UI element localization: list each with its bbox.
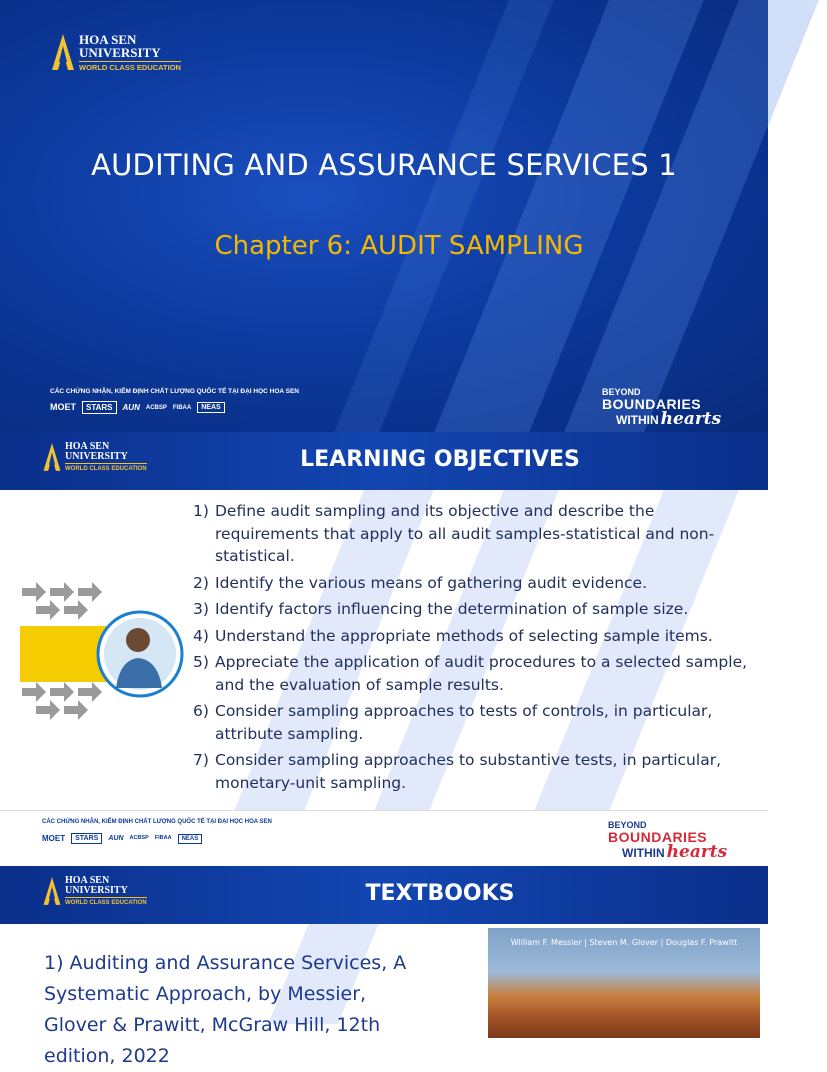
objectives-list (193, 500, 758, 798)
textbooks-slide (0, 866, 768, 1067)
item-number: 6) (193, 702, 209, 720)
moet-logo: MOET (50, 402, 76, 412)
item-text: Identify factors influencing the determination of sample size. (215, 600, 689, 618)
logo-name: HOA SEN (65, 441, 110, 452)
list-item (193, 700, 758, 745)
acbsp-logo: ACBSP (129, 834, 149, 841)
beyond-boundaries-logo (608, 821, 727, 861)
neas-logo: NEAS (178, 834, 203, 844)
moet-logo: MOET (42, 833, 66, 843)
item-text: Define audit sampling and its objective and describe the requirements that apply to all audit samples-statistical and non-statistical. (215, 502, 715, 565)
item-number: 7) (193, 751, 209, 769)
item-text: Consider sampling approaches to tests of controls, in particular, attribute sampling. (215, 702, 713, 743)
acbsp-logo: ACBSP (145, 404, 167, 411)
item-text: Consider sampling approaches to substantive tests, in particular, monetary-unit sampling. (215, 751, 721, 792)
hearts-text: hearts (660, 409, 722, 429)
boundaries-text: BOUNDARIES (608, 829, 708, 845)
course-title: AUDITING AND ASSURANCE SERVICES 1 (91, 148, 677, 182)
logo-tagline: WORLD CLASS EDUCATION (65, 463, 147, 472)
stars-logo: STARS (71, 833, 102, 844)
lotus-logo-icon (42, 875, 62, 907)
item-number: 4) (193, 626, 209, 645)
fibaa-logo: FIBAA (154, 834, 172, 841)
learning-objectives-slide (0, 432, 768, 864)
university-logo (42, 441, 147, 473)
beyond-text: BEYOND (608, 820, 647, 830)
beyond-boundaries-logo (602, 388, 721, 428)
logo-tagline: WORLD CLASS EDUCATION (65, 897, 147, 906)
logo-name: UNIVERSITY (65, 885, 128, 896)
item-text: Appreciate the application of audit procedures to a selected sample, and the evaluation of sample results. (215, 653, 748, 694)
item-text: Identify the various means of gathering audit evidence. (215, 573, 648, 592)
logo-name: UNIVERSITY (79, 44, 161, 60)
arrows-illustration-icon (20, 580, 184, 728)
hearts-text: hearts (666, 842, 728, 862)
list-item (193, 651, 758, 696)
textbook-cover-image (488, 928, 760, 1038)
beyond-text: BEYOND (602, 387, 641, 397)
aun-logo: AUN (122, 402, 140, 412)
list-item (193, 500, 758, 568)
chapter-title: Chapter 6: AUDIT SAMPLING (214, 231, 584, 261)
lotus-logo-icon (50, 32, 76, 72)
book-authors: William F. Messier | Steven M. Glover | Douglas F. Prawitt (510, 938, 738, 947)
university-logo (50, 32, 181, 72)
certification-heading: CÁC CHỨNG NHẬN, KIỂM ĐỊNH CHẤT LƯỢNG QUỐC TẾ TẠI ĐẠI HỌC HOA SEN (42, 819, 272, 825)
within-text: WITHIN (622, 846, 665, 860)
university-logo (42, 875, 147, 907)
logo-name: HOA SEN (65, 875, 110, 886)
textbook-item: 1) Auditing and Assurance Services, A Systematic Approach, by Messier, Glover & Prawitt, McGraw Hill, 12th edition, 2022 (44, 952, 407, 1067)
list-item (193, 598, 758, 621)
certification-logos (50, 401, 225, 414)
item-number: 3) (193, 600, 209, 618)
certification-heading: CÁC CHỨNG NHẬN, KIỂM ĐỊNH CHẤT LƯỢNG QUỐC TẾ TẠI ĐẠI HỌC HOA SEN (50, 388, 300, 395)
item-text: Understand the appropriate methods of selecting sample items. (215, 626, 713, 645)
certification-logos (42, 833, 202, 844)
logo-name: UNIVERSITY (65, 451, 128, 462)
fibaa-logo: FIBAA (172, 404, 192, 411)
slide-footer (0, 810, 768, 864)
list-item (193, 749, 758, 794)
neas-logo: NEAS (197, 402, 224, 413)
title-slide (0, 0, 768, 432)
item-number: 2) (193, 573, 209, 592)
slide-title: LEARNING OBJECTIVES (300, 447, 580, 472)
item-number: 1) (193, 502, 209, 520)
logo-tagline: WORLD CLASS EDUCATION (79, 62, 181, 72)
stars-logo: STARS (82, 401, 117, 414)
slide-title: TEXTBOOKS (365, 881, 515, 906)
boundaries-text: BOUNDARIES (602, 396, 702, 412)
aun-logo: AUN (108, 835, 124, 842)
objectives-illustration (20, 580, 184, 728)
item-number: 5) (193, 653, 209, 671)
lotus-logo-icon (42, 441, 62, 473)
within-text: WITHIN (616, 413, 659, 427)
logo-name: HOA SEN (79, 31, 137, 47)
list-item (193, 625, 758, 648)
list-item (193, 572, 758, 595)
